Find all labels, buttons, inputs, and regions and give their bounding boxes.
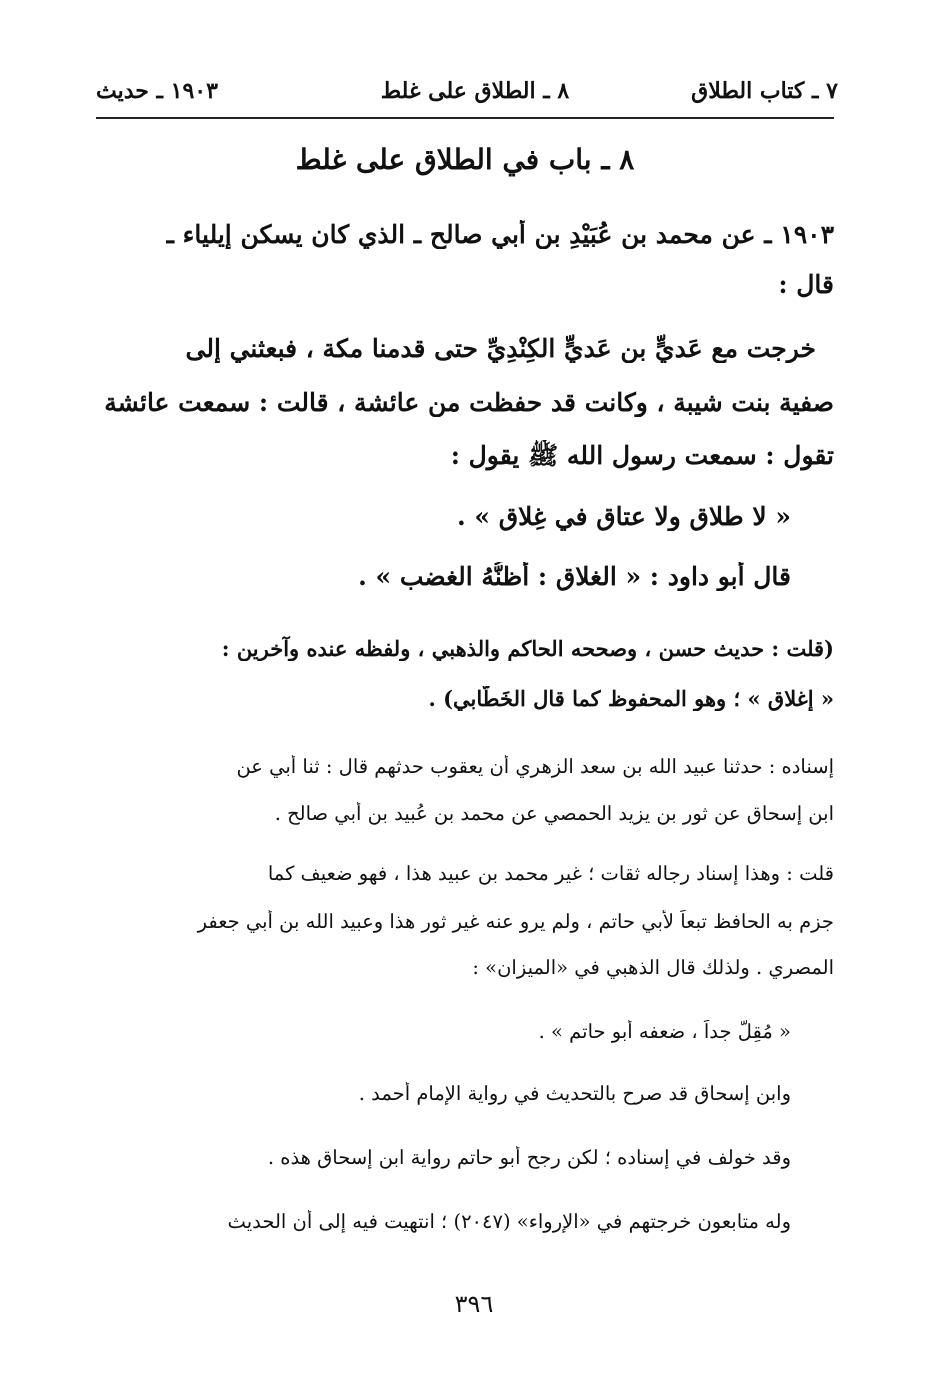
isnad-line-1: إسناده : حدثنا عبيد الله بن سعد الزهري أن يعقوب حدثهم قال : ثنا أبي عن	[236, 755, 834, 778]
hadith-quote: « لا طلاق ولا عتاق في غِلاق » .	[456, 502, 791, 531]
commentary-line-1: قلت : وهذا إسناد رجاله ثقات ؛ غير محمد بن عبيد هذا ، فهو ضعيف كما	[267, 862, 834, 885]
header-rule	[96, 117, 834, 119]
hadith-body-line-1: خرجت مع عَديٍّ بن عَديٍّ الكِنْدِيِّ حتى قدمنا مكة ، فبعثني إلى	[185, 334, 816, 363]
note-line-2: « إغلاق » ؛ وهو المحفوظ كما قال الخَطَّابي) .	[428, 686, 834, 711]
isnad-line-2: ابن إسحاق عن ثور بن يزيد الحمصي عن محمد بن عُبيد بن أبي صالح .	[274, 802, 834, 825]
commentary-line-3: المصري . ولذلك قال الذهبي في «الميزان» :	[472, 956, 834, 979]
header-book-title: ٧ ـ كتاب الطلاق	[691, 78, 838, 104]
commentary-paragraph-4: وله متابعون خرجتهم في «الإرواء» (٢٠٤٧) ؛ انتهيت فيه إلى أن الحديث	[227, 1210, 791, 1233]
abu-dawud-comment: قال أبو داود : « الغلاق : أظنُّهُ الغضب » .	[358, 562, 791, 591]
header-hadith-number: ١٩٠٣ ـ حديث	[96, 78, 218, 104]
mizan-quote: « مُقِلٌّ جداً ، ضعفه أبو حاتم » .	[538, 1020, 791, 1043]
note-line-1: (قلت : حديث حسن ، وصححه الحاكم والذهبي ، ولفظه عنده وآخرين :	[221, 636, 834, 661]
header-chapter-title: ٨ ـ الطلاق على غلط	[380, 78, 570, 104]
hadith-body-line-2: صفية بنت شيبة ، وكانت قد حفظت من عائشة ، قالت : سمعت عائشة	[104, 388, 834, 417]
hadith-body-line-3: تقول : سمعت رسول الله ﷺ يقول :	[450, 441, 834, 470]
commentary-line-2: جزم به الحافظ تبعاً لأبي حاتم ، ولم يرو عنه غير ثور هذا وعبيد الله بن أبي جعفر	[197, 910, 834, 933]
page-number: ٣٩٦	[454, 1290, 494, 1318]
commentary-paragraph-3: وقد خولف في إسناده ؛ لكن رجح أبو حاتم رواية ابن إسحاق هذه .	[267, 1146, 791, 1169]
hadith-intro-line-2: قال :	[778, 270, 834, 299]
hadith-intro-line-1: ١٩٠٣ ـ عن محمد بن عُبَيْدِ بن أبي صالح ـ الذي كان يسكن إيلياء ـ	[166, 220, 834, 249]
chapter-title: ٨ ـ باب في الطلاق على غلط	[295, 143, 635, 176]
commentary-paragraph-2: وابن إسحاق قد صرح بالتحديث في رواية الإمام أحمد .	[358, 1082, 791, 1105]
